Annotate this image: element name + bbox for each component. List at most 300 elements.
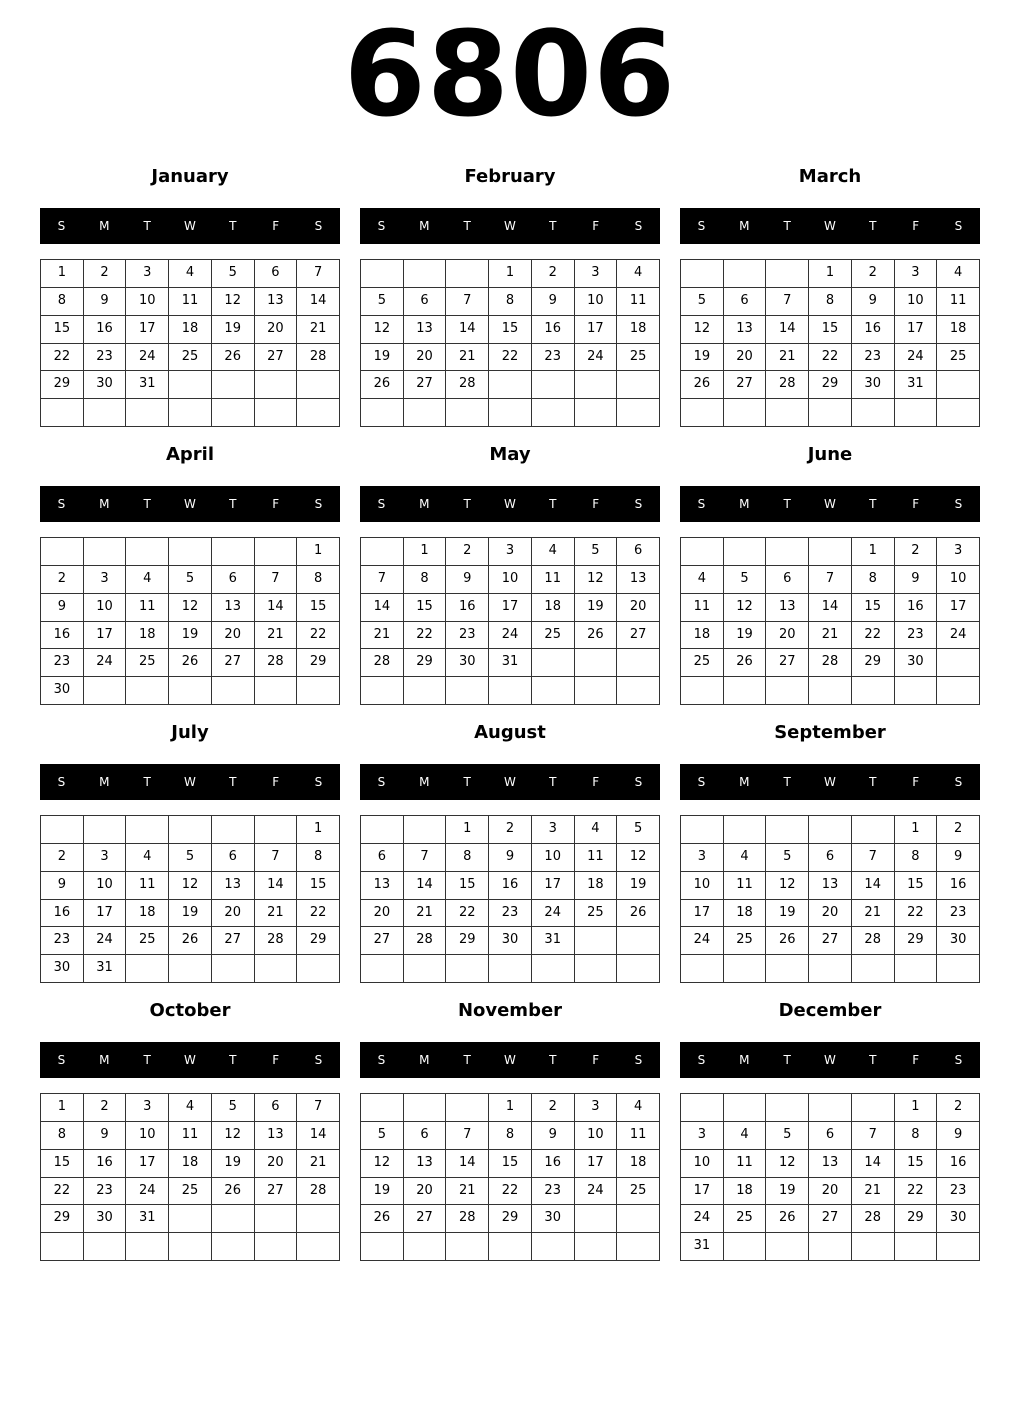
day-cell: 19 bbox=[361, 1178, 404, 1206]
day-cell: 5 bbox=[212, 260, 255, 288]
weekday-label: S bbox=[634, 1053, 643, 1067]
day-cell: 14 bbox=[255, 872, 298, 900]
weekday-header bbox=[680, 1042, 980, 1078]
day-cell: 17 bbox=[895, 316, 938, 344]
day-cell bbox=[361, 1094, 404, 1122]
day-cell: 23 bbox=[84, 1178, 127, 1206]
day-cell: 6 bbox=[404, 1122, 447, 1150]
day-cell: 11 bbox=[724, 1150, 767, 1178]
month-name: November bbox=[457, 1000, 563, 1021]
day-cell: 25 bbox=[169, 344, 212, 372]
day-cell: 13 bbox=[809, 872, 852, 900]
weekday-label: F bbox=[592, 775, 600, 789]
day-cell: 13 bbox=[255, 1122, 298, 1150]
day-cell bbox=[446, 1233, 489, 1261]
day-cell: 9 bbox=[852, 288, 895, 316]
day-cell: 28 bbox=[809, 649, 852, 677]
day-cell: 10 bbox=[681, 1150, 724, 1178]
day-cell: 12 bbox=[575, 566, 618, 594]
day-cell bbox=[681, 955, 724, 983]
day-cell: 22 bbox=[446, 900, 489, 928]
day-cell bbox=[852, 816, 895, 844]
day-cell bbox=[41, 816, 84, 844]
day-cell: 8 bbox=[41, 288, 84, 316]
day-cell bbox=[361, 260, 404, 288]
weekday-label: M bbox=[419, 1053, 430, 1067]
day-cell bbox=[681, 816, 724, 844]
day-cell: 3 bbox=[681, 1122, 724, 1150]
day-cell: 1 bbox=[297, 538, 340, 566]
day-cell: 22 bbox=[895, 900, 938, 928]
day-cell: 3 bbox=[489, 538, 532, 566]
day-cell: 8 bbox=[852, 566, 895, 594]
day-cell: 18 bbox=[724, 900, 767, 928]
day-cell: 7 bbox=[852, 1122, 895, 1150]
day-cell: 26 bbox=[766, 1205, 809, 1233]
day-cell bbox=[809, 399, 852, 427]
day-cell: 5 bbox=[617, 816, 660, 844]
weekday-label: T bbox=[783, 497, 791, 511]
days-grid bbox=[360, 537, 660, 705]
day-cell: 3 bbox=[126, 1094, 169, 1122]
month-may bbox=[360, 438, 660, 708]
weekday-label: W bbox=[184, 1053, 196, 1067]
day-cell: 19 bbox=[766, 1178, 809, 1206]
day-cell bbox=[617, 649, 660, 677]
day-cell: 26 bbox=[361, 1205, 404, 1233]
weekday-label: T bbox=[229, 1053, 237, 1067]
day-cell bbox=[297, 399, 340, 427]
day-cell: 11 bbox=[575, 844, 618, 872]
day-cell: 10 bbox=[84, 594, 127, 622]
days-grid bbox=[680, 815, 980, 983]
days-grid bbox=[680, 537, 980, 705]
day-cell: 25 bbox=[169, 1178, 212, 1206]
day-cell bbox=[212, 371, 255, 399]
day-cell bbox=[297, 955, 340, 983]
weekday-header bbox=[680, 486, 980, 522]
month-february bbox=[360, 160, 660, 430]
day-cell: 12 bbox=[617, 844, 660, 872]
weekday-label: W bbox=[184, 775, 196, 789]
day-cell: 19 bbox=[212, 1150, 255, 1178]
day-cell bbox=[212, 955, 255, 983]
weekday-header bbox=[680, 208, 980, 244]
day-cell: 19 bbox=[724, 622, 767, 650]
day-cell: 3 bbox=[937, 538, 980, 566]
day-cell: 5 bbox=[169, 566, 212, 594]
day-cell: 14 bbox=[852, 1150, 895, 1178]
day-cell bbox=[41, 399, 84, 427]
day-cell: 30 bbox=[937, 1205, 980, 1233]
day-cell: 9 bbox=[937, 1122, 980, 1150]
day-cell: 26 bbox=[617, 900, 660, 928]
day-cell bbox=[404, 1233, 447, 1261]
day-cell bbox=[852, 1233, 895, 1261]
day-cell: 21 bbox=[852, 900, 895, 928]
day-cell: 5 bbox=[212, 1094, 255, 1122]
day-cell: 13 bbox=[361, 872, 404, 900]
day-cell: 9 bbox=[895, 566, 938, 594]
day-cell: 29 bbox=[852, 649, 895, 677]
day-cell bbox=[212, 538, 255, 566]
day-cell: 20 bbox=[809, 1178, 852, 1206]
day-cell bbox=[297, 677, 340, 705]
day-cell bbox=[809, 677, 852, 705]
day-cell: 4 bbox=[575, 816, 618, 844]
day-cell: 10 bbox=[895, 288, 938, 316]
weekday-label: M bbox=[99, 219, 110, 233]
day-cell bbox=[489, 1233, 532, 1261]
day-cell: 17 bbox=[84, 900, 127, 928]
day-cell: 4 bbox=[937, 260, 980, 288]
day-cell: 15 bbox=[489, 1150, 532, 1178]
day-cell bbox=[937, 649, 980, 677]
day-cell: 19 bbox=[617, 872, 660, 900]
month-name: January bbox=[151, 166, 229, 187]
day-cell bbox=[169, 538, 212, 566]
day-cell: 9 bbox=[532, 288, 575, 316]
day-cell: 15 bbox=[41, 316, 84, 344]
days-grid bbox=[40, 259, 340, 427]
day-cell: 1 bbox=[895, 816, 938, 844]
day-cell: 24 bbox=[84, 927, 127, 955]
day-cell bbox=[617, 371, 660, 399]
day-cell: 4 bbox=[126, 844, 169, 872]
day-cell: 11 bbox=[681, 594, 724, 622]
day-cell bbox=[766, 260, 809, 288]
day-cell: 23 bbox=[895, 622, 938, 650]
weekday-label: S bbox=[954, 497, 963, 511]
day-cell bbox=[575, 955, 618, 983]
day-cell: 21 bbox=[852, 1178, 895, 1206]
days-grid bbox=[40, 815, 340, 983]
day-cell: 8 bbox=[446, 844, 489, 872]
day-cell: 15 bbox=[41, 1150, 84, 1178]
day-cell: 27 bbox=[809, 927, 852, 955]
weekday-label: T bbox=[549, 775, 557, 789]
day-cell bbox=[766, 1094, 809, 1122]
day-cell bbox=[126, 1233, 169, 1261]
day-cell bbox=[404, 260, 447, 288]
weekday-label: S bbox=[634, 775, 643, 789]
day-cell: 17 bbox=[681, 900, 724, 928]
day-cell bbox=[724, 816, 767, 844]
weekday-label: T bbox=[783, 775, 791, 789]
day-cell: 16 bbox=[937, 1150, 980, 1178]
day-cell: 10 bbox=[532, 844, 575, 872]
day-cell: 16 bbox=[446, 594, 489, 622]
day-cell: 26 bbox=[212, 1178, 255, 1206]
weekday-label: T bbox=[463, 1053, 471, 1067]
day-cell bbox=[617, 1233, 660, 1261]
day-cell: 21 bbox=[255, 900, 298, 928]
day-cell: 22 bbox=[489, 1178, 532, 1206]
day-cell bbox=[404, 816, 447, 844]
weekday-label: F bbox=[592, 1053, 600, 1067]
weekday-header bbox=[40, 208, 340, 244]
weekday-label: T bbox=[869, 775, 877, 789]
weekday-label: S bbox=[634, 219, 643, 233]
weekday-label: S bbox=[697, 1053, 706, 1067]
day-cell: 24 bbox=[681, 927, 724, 955]
month-name: May bbox=[489, 444, 531, 465]
day-cell: 2 bbox=[532, 1094, 575, 1122]
day-cell bbox=[84, 677, 127, 705]
weekday-header bbox=[40, 486, 340, 522]
day-cell: 23 bbox=[489, 900, 532, 928]
weekday-label: S bbox=[377, 219, 386, 233]
day-cell bbox=[404, 677, 447, 705]
day-cell: 25 bbox=[575, 900, 618, 928]
day-cell: 22 bbox=[41, 344, 84, 372]
day-cell bbox=[361, 538, 404, 566]
day-cell: 2 bbox=[84, 1094, 127, 1122]
day-cell: 16 bbox=[532, 1150, 575, 1178]
day-cell: 12 bbox=[766, 872, 809, 900]
day-cell: 8 bbox=[895, 844, 938, 872]
day-cell bbox=[575, 927, 618, 955]
weekday-label: F bbox=[592, 497, 600, 511]
weekday-label: T bbox=[229, 775, 237, 789]
days-grid bbox=[360, 259, 660, 427]
weekday-label: T bbox=[143, 497, 151, 511]
weekday-label: F bbox=[912, 497, 920, 511]
day-cell: 3 bbox=[681, 844, 724, 872]
day-cell bbox=[297, 1233, 340, 1261]
day-cell: 24 bbox=[84, 649, 127, 677]
day-cell bbox=[361, 399, 404, 427]
day-cell: 28 bbox=[297, 344, 340, 372]
day-cell: 7 bbox=[255, 566, 298, 594]
day-cell: 26 bbox=[575, 622, 618, 650]
day-cell: 4 bbox=[617, 1094, 660, 1122]
month-march bbox=[680, 160, 980, 430]
weekday-label: M bbox=[739, 775, 750, 789]
day-cell: 29 bbox=[297, 927, 340, 955]
day-cell: 27 bbox=[255, 344, 298, 372]
day-cell: 14 bbox=[809, 594, 852, 622]
weekday-label: S bbox=[57, 219, 66, 233]
day-cell: 20 bbox=[724, 344, 767, 372]
weekday-label: F bbox=[272, 497, 280, 511]
day-cell: 28 bbox=[361, 649, 404, 677]
day-cell: 8 bbox=[809, 288, 852, 316]
day-cell bbox=[489, 677, 532, 705]
day-cell: 18 bbox=[681, 622, 724, 650]
day-cell: 16 bbox=[41, 622, 84, 650]
day-cell bbox=[84, 816, 127, 844]
days-grid bbox=[680, 259, 980, 427]
day-cell: 13 bbox=[724, 316, 767, 344]
day-cell: 23 bbox=[532, 344, 575, 372]
day-cell: 9 bbox=[489, 844, 532, 872]
day-cell: 10 bbox=[575, 1122, 618, 1150]
day-cell: 8 bbox=[297, 844, 340, 872]
day-cell bbox=[852, 955, 895, 983]
day-cell: 30 bbox=[41, 955, 84, 983]
day-cell: 31 bbox=[489, 649, 532, 677]
day-cell: 13 bbox=[404, 316, 447, 344]
day-cell: 15 bbox=[404, 594, 447, 622]
day-cell bbox=[255, 816, 298, 844]
day-cell: 11 bbox=[617, 288, 660, 316]
day-cell: 11 bbox=[724, 872, 767, 900]
day-cell: 22 bbox=[895, 1178, 938, 1206]
day-cell bbox=[681, 538, 724, 566]
day-cell: 3 bbox=[575, 260, 618, 288]
day-cell: 21 bbox=[297, 316, 340, 344]
day-cell: 12 bbox=[361, 1150, 404, 1178]
day-cell: 17 bbox=[126, 316, 169, 344]
day-cell bbox=[169, 955, 212, 983]
weekday-label: T bbox=[143, 219, 151, 233]
day-cell: 6 bbox=[404, 288, 447, 316]
day-cell: 14 bbox=[404, 872, 447, 900]
day-cell bbox=[724, 1094, 767, 1122]
day-cell: 10 bbox=[126, 1122, 169, 1150]
weekday-label: W bbox=[824, 497, 836, 511]
day-cell: 25 bbox=[724, 927, 767, 955]
day-cell: 1 bbox=[446, 816, 489, 844]
weekday-label: W bbox=[184, 497, 196, 511]
day-cell bbox=[404, 399, 447, 427]
day-cell bbox=[895, 677, 938, 705]
day-cell: 10 bbox=[575, 288, 618, 316]
day-cell bbox=[297, 371, 340, 399]
day-cell: 3 bbox=[532, 816, 575, 844]
weekday-label: M bbox=[739, 1053, 750, 1067]
day-cell: 27 bbox=[361, 927, 404, 955]
day-cell bbox=[809, 1094, 852, 1122]
day-cell: 22 bbox=[404, 622, 447, 650]
day-cell: 21 bbox=[766, 344, 809, 372]
day-cell: 25 bbox=[724, 1205, 767, 1233]
day-cell: 25 bbox=[681, 649, 724, 677]
day-cell: 12 bbox=[361, 316, 404, 344]
day-cell: 14 bbox=[446, 1150, 489, 1178]
day-cell bbox=[575, 399, 618, 427]
day-cell: 20 bbox=[404, 344, 447, 372]
day-cell: 24 bbox=[532, 900, 575, 928]
day-cell: 25 bbox=[126, 649, 169, 677]
day-cell: 8 bbox=[41, 1122, 84, 1150]
day-cell: 29 bbox=[297, 649, 340, 677]
month-december bbox=[680, 994, 980, 1264]
day-cell: 1 bbox=[297, 816, 340, 844]
month-august bbox=[360, 716, 660, 986]
day-cell: 13 bbox=[809, 1150, 852, 1178]
month-name: February bbox=[464, 166, 556, 187]
day-cell bbox=[489, 955, 532, 983]
weekday-label: T bbox=[229, 497, 237, 511]
day-cell bbox=[446, 399, 489, 427]
day-cell: 26 bbox=[361, 371, 404, 399]
day-cell bbox=[617, 955, 660, 983]
day-cell: 4 bbox=[724, 844, 767, 872]
day-cell: 18 bbox=[937, 316, 980, 344]
day-cell: 10 bbox=[681, 872, 724, 900]
weekday-label: S bbox=[57, 497, 66, 511]
day-cell: 9 bbox=[41, 872, 84, 900]
day-cell bbox=[809, 1233, 852, 1261]
days-grid bbox=[40, 1093, 340, 1261]
day-cell: 24 bbox=[575, 344, 618, 372]
day-cell bbox=[169, 1205, 212, 1233]
day-cell bbox=[41, 538, 84, 566]
day-cell: 27 bbox=[404, 371, 447, 399]
month-name: October bbox=[149, 1000, 231, 1021]
day-cell: 1 bbox=[489, 1094, 532, 1122]
weekday-label: S bbox=[57, 1053, 66, 1067]
month-name: December bbox=[778, 1000, 882, 1021]
month-name: September bbox=[774, 722, 886, 743]
day-cell: 14 bbox=[297, 288, 340, 316]
day-cell: 13 bbox=[766, 594, 809, 622]
day-cell: 21 bbox=[446, 1178, 489, 1206]
day-cell: 27 bbox=[809, 1205, 852, 1233]
day-cell: 17 bbox=[681, 1178, 724, 1206]
day-cell: 29 bbox=[41, 1205, 84, 1233]
weekday-header bbox=[360, 486, 660, 522]
day-cell: 24 bbox=[681, 1205, 724, 1233]
weekday-label: T bbox=[549, 219, 557, 233]
day-cell: 18 bbox=[532, 594, 575, 622]
day-cell: 1 bbox=[41, 1094, 84, 1122]
day-cell bbox=[575, 371, 618, 399]
day-cell bbox=[681, 1094, 724, 1122]
weekday-label: M bbox=[99, 497, 110, 511]
day-cell: 13 bbox=[255, 288, 298, 316]
day-cell: 3 bbox=[126, 260, 169, 288]
day-cell: 1 bbox=[809, 260, 852, 288]
weekday-label: W bbox=[504, 219, 516, 233]
day-cell bbox=[489, 399, 532, 427]
day-cell: 1 bbox=[489, 260, 532, 288]
weekday-label: F bbox=[912, 219, 920, 233]
day-cell: 9 bbox=[84, 288, 127, 316]
weekday-label: S bbox=[634, 497, 643, 511]
day-cell: 5 bbox=[361, 1122, 404, 1150]
day-cell: 25 bbox=[532, 622, 575, 650]
weekday-label: M bbox=[419, 219, 430, 233]
day-cell: 8 bbox=[489, 288, 532, 316]
day-cell: 22 bbox=[297, 900, 340, 928]
day-cell bbox=[766, 538, 809, 566]
day-cell: 10 bbox=[489, 566, 532, 594]
weekday-label: W bbox=[504, 497, 516, 511]
day-cell: 6 bbox=[724, 288, 767, 316]
weekday-label: T bbox=[869, 497, 877, 511]
day-cell: 28 bbox=[446, 371, 489, 399]
day-cell bbox=[532, 677, 575, 705]
day-cell: 26 bbox=[724, 649, 767, 677]
day-cell bbox=[532, 955, 575, 983]
weekday-label: W bbox=[824, 219, 836, 233]
month-september bbox=[680, 716, 980, 986]
day-cell: 4 bbox=[126, 566, 169, 594]
day-cell: 18 bbox=[126, 622, 169, 650]
day-cell: 6 bbox=[766, 566, 809, 594]
weekday-label: M bbox=[99, 1053, 110, 1067]
day-cell bbox=[212, 1205, 255, 1233]
day-cell bbox=[255, 955, 298, 983]
day-cell bbox=[681, 677, 724, 705]
month-june bbox=[680, 438, 980, 708]
weekday-label: W bbox=[504, 1053, 516, 1067]
day-cell: 1 bbox=[404, 538, 447, 566]
day-cell: 24 bbox=[126, 344, 169, 372]
